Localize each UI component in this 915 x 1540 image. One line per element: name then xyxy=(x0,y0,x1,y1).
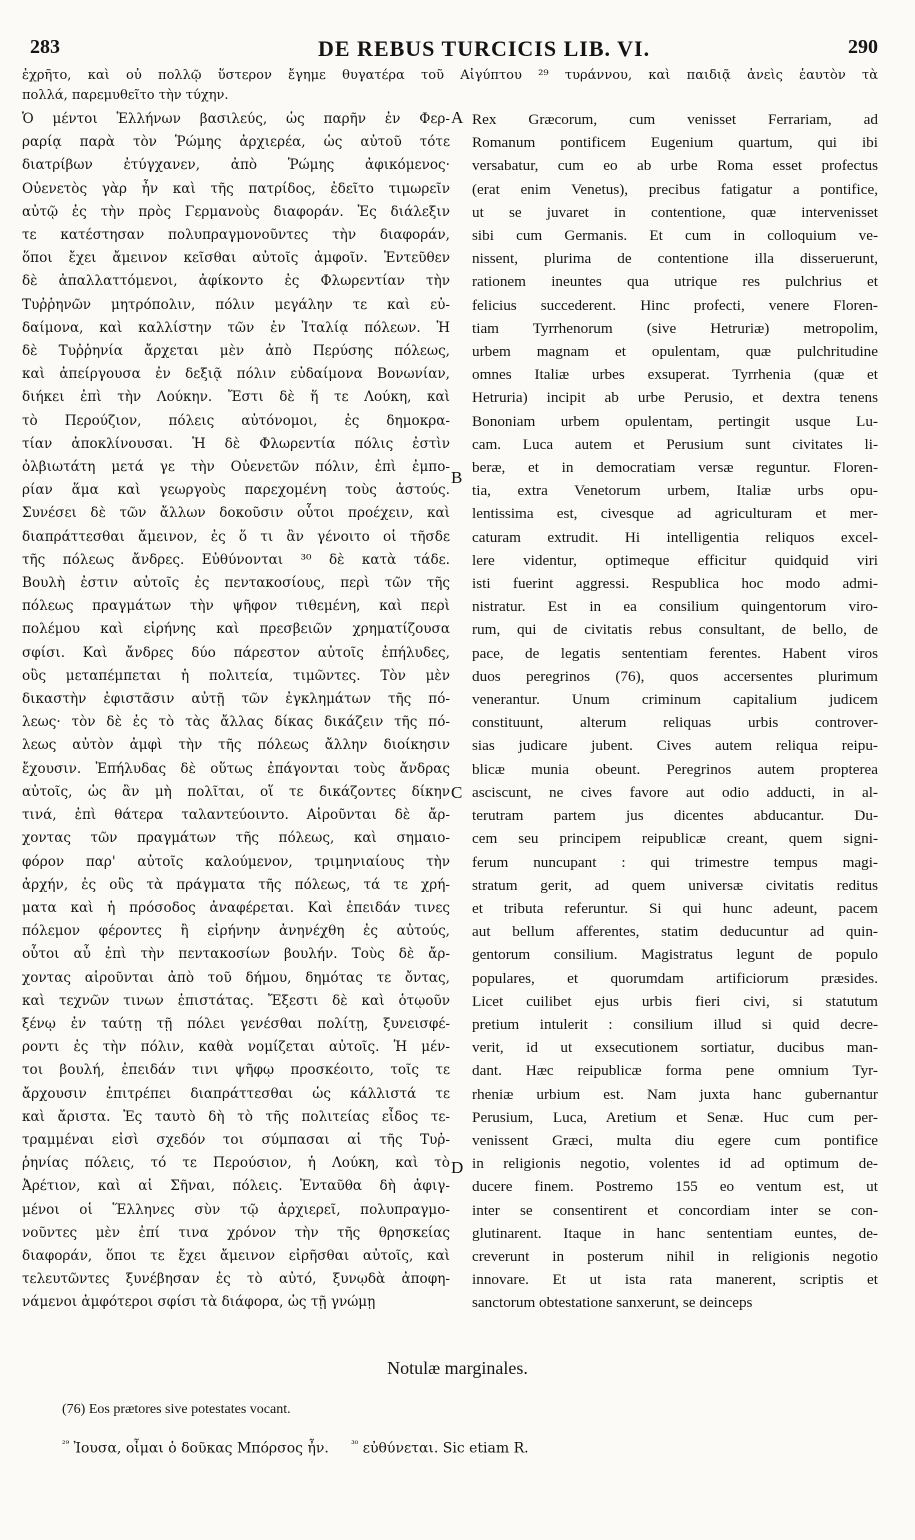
latin-line: aut bellum afferentes, statim deducuntur ad quin- xyxy=(472,923,878,941)
latin-line: innovare. Et ut ista rata manerent, scriptis et xyxy=(472,1271,878,1289)
latin-line: beræ, et in democratiam versæ reguntur. Floren- xyxy=(472,459,878,477)
greek-line: μένοι οἱ Ἕλληνες σὺν τῷ ἀρχιερεῖ, πολυπραγμο- xyxy=(22,1201,450,1218)
greek-line: διατρίβων ἐτύγχανεν, ἀπὸ Ῥώμης ἀφικόμενος· xyxy=(22,157,450,174)
latin-line: cem seu principem reipublicæ creant, quem signi- xyxy=(472,830,878,848)
greek-line: τῆς πόλεως ἄνδρες. Εὐθύνονται ³⁰ δὲ κατὰ τάδε. xyxy=(22,551,450,568)
greek-line: τὸ Περούζιον, πόλεις αὐτόνομοι, ἐς δημοκρα- xyxy=(22,412,450,429)
latin-line: ferum nuncupant : qui trimestre tempus magi- xyxy=(472,853,878,871)
latin-line: rationem ineuntes qua utrique res pulchrius et xyxy=(472,273,878,291)
greek-line: νάμενοι ἀμφότεροι σφίσι τὰ διάφορα, ὡς τῇ γνώμῃ xyxy=(22,1294,376,1311)
footnotes xyxy=(62,1440,529,1457)
greek-line: τίαν ἀποκλίνουσαι. Ἡ δὲ Φλωρεντία πόλις ἐστὶν xyxy=(22,435,450,452)
greek-line: αὐτῷ ἐς τὴν πρὸς Γερμανοὺς διαφοράν. Ἐς διάλεξιν xyxy=(22,203,450,220)
latin-line: tiam Tyrrhenorum (sive Hetruriæ) metropolim, xyxy=(472,319,878,337)
latin-line: Bononiam urbem opulentam, pertingit usque Lu- xyxy=(472,412,878,430)
continuation-text xyxy=(22,66,878,106)
section-marker-d: D xyxy=(451,1158,464,1177)
greek-line: δὲ ἀπαλλαττόμενοι, ἀφίκοντο ἐς Φλωρεντίαν τὴν xyxy=(22,273,450,290)
latin-line: rheniæ urbium est. Nam juxta hanc gubernantur xyxy=(472,1085,878,1103)
latin-line: creverunt in posterum nihil in religionis negotio xyxy=(472,1247,878,1265)
greek-line: ραρίᾳ παρὰ τὸν Ῥώμης ἀρχιερέα, ὡς αὐτοῦ τότε xyxy=(22,134,450,151)
continuation-line: ἐχρῆτο, καὶ οὐ πολλῷ ὕστερον ἔγημε θυγατέρα τοῦ Αἰγύπτου ²⁹ τυράννου, καὶ παιδιᾷ ἀνεὶς ἑαυτὸν τὰ xyxy=(22,68,878,83)
latin-line: (erat enim Venetus), precibus fatigatur a pontifice, xyxy=(472,180,878,198)
greek-line: πολέμου καὶ εἰρήνης καὶ πρεσβειῶν χρηματίζουσα xyxy=(22,621,450,638)
section-marker-b: B xyxy=(451,468,463,487)
latin-line: versabatur, cum eo ab urbe Roma esset profectus xyxy=(472,157,878,175)
latin-line: nistratur. Est in ea consilium quingentorum viro- xyxy=(472,598,878,616)
greek-line: σφίσι. Καὶ ἄνδρες δύο πάρεστον αὐτοῖς ἐπήλυδες, xyxy=(22,644,450,661)
greek-line: Οὐενετὸς γὰρ ἦν καὶ τῆς πατρίδος, ἐδεῖτο τιμωρεῖν xyxy=(22,180,450,197)
latin-line: et tributa referuntur. Si qui hunc adeunt, pacem xyxy=(472,899,878,917)
latin-line: caturam extrudit. Hi intelligentia reliquos excel- xyxy=(472,528,878,546)
latin-line: populares, et quorumdam artificiorum præsides. xyxy=(472,969,878,987)
latin-line: nissent, plurima de contentione illa disseruerunt, xyxy=(472,250,878,268)
greek-line: λεως· τὸν δὲ ἐς τὸ τὰς ἄλλας δίκας δικάζειν τῆς πό- xyxy=(22,714,450,731)
page-header xyxy=(30,36,878,66)
greek-line: Συνέσει δὲ τῶν ἄλλων δοκοῦσιν οὗτοι προέχειν, καὶ xyxy=(22,505,450,522)
latin-line: venerantur. Unum criminum capitalium judicem xyxy=(472,691,878,709)
continuation-line: πολλά, παρεμυθεῖτο τὴν τύχην. xyxy=(22,88,229,103)
latin-line: sibi cum Germanis. Et cum in colloquium ve- xyxy=(472,227,878,245)
greek-line: διήκει ἐπὶ τὴν Λούκην. Ἔστι δὲ ἥ τε Λούκη, καὶ xyxy=(22,389,450,406)
section-marker-a: A xyxy=(451,108,464,127)
latin-line: urbem magnam et opulentam, quæ pulchritudine xyxy=(472,343,878,361)
greek-line: τελευτῶντες ξυνέβησαν ἐς τὸ αὐτό, ξυνῳδὰ ἀποφη- xyxy=(22,1271,450,1288)
greek-line: Ἀρέτιον, καὶ αἱ Σῆναι, πόλεις. Ἐνταῦθα δὴ ἀφιγ- xyxy=(22,1178,450,1195)
latin-line: terutram partem jus dicentes abducantur. Du- xyxy=(472,807,878,825)
greek-line: Τυῤῥηνῶν μητρόπολιν, πόλιν μεγάλην τε καὶ εὐ- xyxy=(22,296,450,313)
latin-line: Romanum pontificem Eugenium quartum, qui ibi xyxy=(472,134,878,152)
latin-line: isti fuerint aggressi. Respublica hoc modo admi- xyxy=(472,575,878,593)
greek-line: καὶ τεχνῶν τινων ἐπιστάτας. Ἔξεστι δὲ καὶ ὁτῳοῦν xyxy=(22,992,450,1009)
greek-line: διαπράττεσθαι ἄμεινον, ἐς ὅ τι ἂν γένοιτο οἱ τῆσδε xyxy=(22,528,450,545)
latin-line: blicæ munia obeunt. Peregrinos autem propterea xyxy=(472,760,878,778)
greek-line: πόλεως πραγμάτων τὴν ψῆφον τιθεμένη, καὶ περὶ xyxy=(22,598,450,615)
latin-line: in religionis negotio, volentes id ad optimum de- xyxy=(472,1155,878,1173)
latin-line: duos peregrinos (76), quos accersentes plurimum xyxy=(472,667,878,685)
marginal-notes-heading: Notulæ marginales. xyxy=(387,1358,528,1378)
greek-line: δὲ Τυῤῥηνία ἄρχεται μὲν ἀπὸ Περύσης πόλεως, xyxy=(22,343,450,360)
latin-line: rum, qui de civitatis rebus consultant, de bello, de xyxy=(472,621,878,639)
footnote-number: ³⁰ xyxy=(351,1440,359,1450)
greek-line: ἔχουσιν. Ἐπήλυδας δὲ οὕτως ἐπάγονται τοὺς ἄνδρας xyxy=(22,760,450,777)
greek-line: τοι βουλή, ἐπειδάν τινι ψῆφῳ προσκέοιτο, τοῖς τε xyxy=(22,1062,450,1079)
footnote-text: εὐθύνεται. Sic etiam R. xyxy=(362,1440,529,1457)
latin-line: cam. Luca autem et Perusium sunt civitates li- xyxy=(472,435,878,453)
latin-line: Perusium, Luca, Aretium et Senæ. Huc cum per- xyxy=(472,1108,878,1126)
greek-line: διαφοράν, ὅποι τε ἔχει ἄμεινον εἰρῆσθαι αὐτοῖς, καὶ xyxy=(22,1247,450,1264)
greek-line: χοντας αἱροῦνται ἀπὸ τοῦ δήμου, δημότας τε ὄντας, xyxy=(22,969,450,986)
greek-line: καὶ ἀπείργουσα ἐν δεξιᾷ πόλιν εὐδαίμονα Βονωνίαν, xyxy=(22,366,450,383)
greek-line: δαίμονα, καὶ καλλίστην τῶν ἐν Ἰταλίᾳ πόλεων. Ἡ xyxy=(22,319,450,336)
latin-line: gentorum consilium. Magistratus legunt de populo xyxy=(472,946,878,964)
latin-line: Hetruria) incipit ab urbe Perusio, et dextra tenens xyxy=(472,389,878,407)
greek-line: ὀλβιωτάτη μετά γε τὴν Οὐενετῶν πόλιν, ἐπὶ ἐμπο- xyxy=(22,459,450,476)
latin-line: stratum gerit, ad quem universæ civitatis reditus xyxy=(472,876,878,894)
latin-line: pretium intulerit : consilium illud si quid decre- xyxy=(472,1015,878,1033)
latin-line: ducere finem. Postremo 155 eo ventum est, ut xyxy=(472,1178,878,1196)
latin-line: asciscunt, ne cives favore aut odio adducti, in al- xyxy=(472,783,878,801)
greek-line: νοῦντες μὲν ἐπί τινα χρόνον τὴν τῆς θρησκείας xyxy=(22,1224,450,1241)
greek-line: ξένῳ ἐν ταύτῃ τῇ πόλει γενέσθαι πολίτῃ, ξυνεισφέ- xyxy=(22,1015,450,1032)
marginal-note: (76) Eos prætores sive potestates vocant. xyxy=(62,1402,291,1417)
latin-line: venissent Græci, multa diu egere cum pontifice xyxy=(472,1131,878,1149)
greek-line: τραμμέναι εἰσὶ σχεδόν τοι σύμπασαι αἱ τῆς Τυῤ- xyxy=(22,1131,450,1148)
greek-line: ῥηνίας πόλεις, τό τε Περούσιον, ἡ Λούκη, καὶ τὸ xyxy=(22,1155,450,1172)
greek-line: ρίαν ἅμα καὶ γεωργοὺς παρεχομένη τοὺς ἀστούς. xyxy=(22,482,450,499)
greek-line: ἀρχήν, ἐς οὓς τὰ πράγματα τῆς πόλεως, τά τε χρή- xyxy=(22,876,450,893)
latin-line: dant. Hæc reipublicæ forma pene omnium Tyr- xyxy=(472,1062,878,1080)
latin-line: inter se consentirent et concordiam inter se con- xyxy=(472,1201,878,1219)
greek-line: οὗτοι αὖ ἐπὶ τὴν πεντακοσίων βουλήν. Τοὺς δὲ ἄρ- xyxy=(22,946,450,963)
footnote-text: Ἰουσα, οἶμαι ὁ δοῦκας Μπόρσος ἦν. xyxy=(73,1440,329,1457)
greek-line: καὶ ἄριστα. Ἐς ταυτὸ δὴ τὸ τῆς πολιτείας εἶδος τε- xyxy=(22,1108,450,1125)
latin-line: Licet cuilibet ejus urbis fieri civi, si statutum xyxy=(472,992,878,1010)
latin-line: verit, id ut exsecutionem sortiatur, ducibus man- xyxy=(472,1039,878,1057)
page-number-left: 283 xyxy=(30,36,60,58)
latin-line: constituunt, alterum reliquas urbis controver- xyxy=(472,714,878,732)
greek-line: λεως αὐτὸν ἀμφὶ τὴν τῆς πόλεως ἄλλην διοίκησιν xyxy=(22,737,450,754)
greek-line: ὅποι ἔχει ἄμεινον κεῖσθαι αὐτοῖς ἀμφοῖν. Ἐντεῦθεν xyxy=(22,250,450,267)
latin-line: Rex Græcorum, cum venisset Ferrariam, ad xyxy=(472,111,878,128)
latin-line: omnes Italiæ urbes exsuperat. Tyrrhenia (quæ et xyxy=(472,366,878,384)
latin-line: tia, extra Venetorum urbem, Italiæ urbs opu- xyxy=(472,482,878,500)
latin-line: lere videntur, optimeque efficitur quidquid viri xyxy=(472,551,878,569)
latin-line: sias judicare jubent. Cives autem reliqua reipu- xyxy=(472,737,878,755)
footnote-number: ²⁹ xyxy=(62,1440,70,1450)
greek-line: αὐτοῖς, ὡς ἂν μὴ πολῖται, οἵ τε δικάζοντες δίκην xyxy=(22,783,450,800)
greek-line: οὓς μεταπέμπεται ἡ πολιτεία, τιμῶντες. Τὸν μὲν xyxy=(22,667,450,684)
greek-text-column xyxy=(22,108,450,1315)
running-title: DE REBUS TURCICIS LIB. VI. xyxy=(318,36,651,61)
section-marker-c: C xyxy=(451,783,463,802)
greek-line: Ὁ μέντοι Ἑλλήνων βασιλεύς, ὡς παρῆν ἐν Φερ- xyxy=(22,111,450,127)
latin-line: ut se juvaret in contentione, quæ intervenisset xyxy=(472,203,878,221)
latin-text-column xyxy=(472,108,878,1315)
latin-line: lentissima est, civesque ad agriculturam et mer- xyxy=(472,505,878,523)
latin-line: pace, de legatis sententiam ferentes. Habent viros xyxy=(472,644,878,662)
greek-line: φόρον παρ' αὐτοῖς καλούμενον, τριμηνιαίους τὴν xyxy=(22,853,450,870)
greek-line: πόλεμον φέροντες ἢ εἰρήνην ἀνηνέχθη ἐς αὐτούς, xyxy=(22,923,450,940)
greek-line: δικαστὴν ἐφιστᾶσιν αὐτῇ τῶν ἐγκλημάτων τῆς πό- xyxy=(22,691,450,708)
latin-line: felicius succederent. Hinc profecti, venere Floren- xyxy=(472,296,878,314)
page-number-right: 290 xyxy=(848,36,878,58)
greek-line: τινά, ἐπὶ θάτερα ταλαντεύοιντο. Αἱροῦνται δὲ ἄρ- xyxy=(22,807,450,824)
greek-line: τε κατέστησαν πολυπραγμονοῦντες τὴν διαφοράν, xyxy=(22,227,450,244)
greek-line: ροντι ἐς τὴν πόλιν, καθὰ νομίζεται αὐτοῖς. Ἡ μέν- xyxy=(22,1039,450,1056)
greek-line: Βουλὴ ἐστιν αὐτοῖς ἐς πεντακοσίους, περὶ τῶν τῆς xyxy=(22,575,450,592)
greek-line: ματα καὶ ἡ πρόσοδος ἀναφέρεται. Καὶ ἐπειδάν τινες xyxy=(22,899,450,916)
greek-line: χοντας τῶν πραγμάτων τῆς πόλεως, καὶ σημαιο- xyxy=(22,830,450,847)
latin-line: glutinarent. Itaque in hanc sententiam euntes, de- xyxy=(472,1224,878,1242)
latin-line: sanctorum obtestatione sanxerunt, se deinceps xyxy=(472,1294,753,1312)
greek-line: ἄρχουσιν ἐπιτρέπει διαπράττεσθαι ὡς κάλλιστά τε xyxy=(22,1085,450,1102)
